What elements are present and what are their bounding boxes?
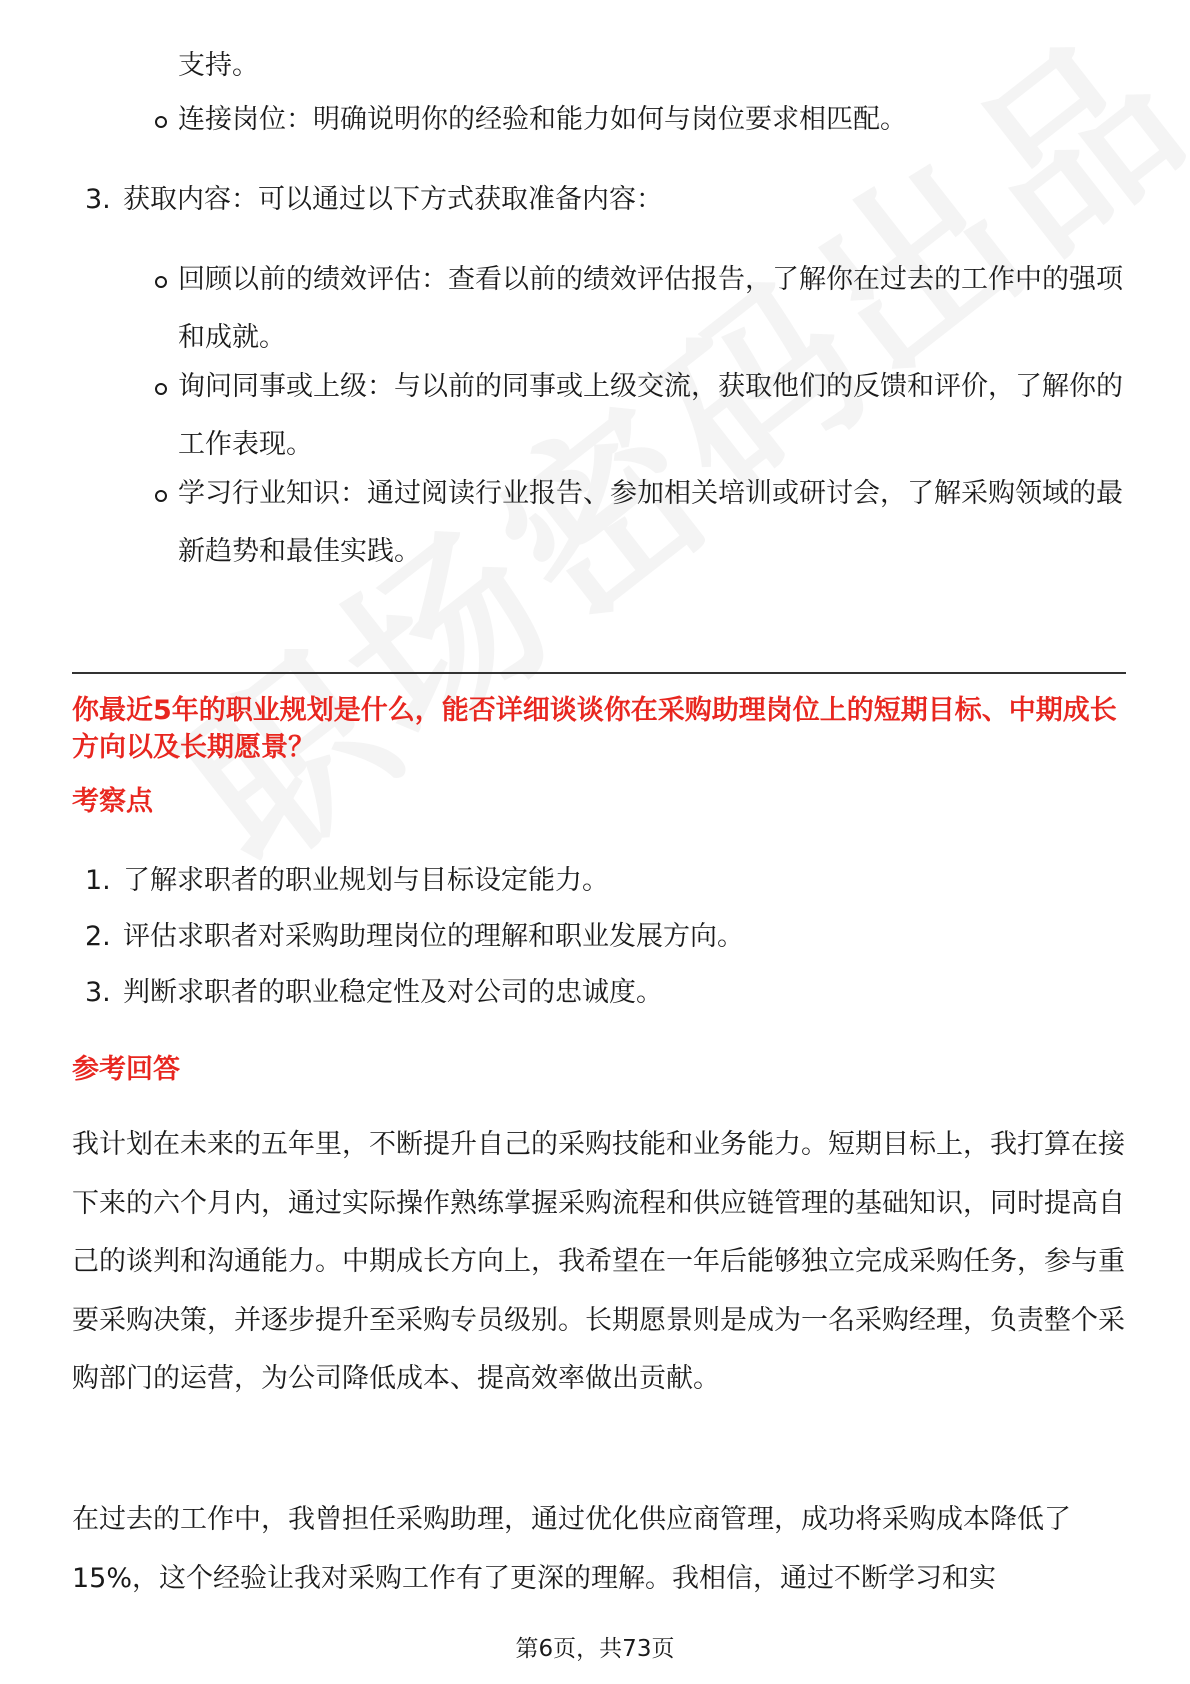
assessment-item [85, 964, 1123, 1022]
assessment-heading: 考察点 [72, 786, 153, 817]
page-number-footer: 第6页，共73页 [515, 1636, 675, 1662]
item-text: 判断求职者的职业稳定性及对公司的忠诚度。 [123, 977, 663, 1008]
item-number: 2. [85, 921, 111, 952]
numbered-item-3 [85, 171, 1123, 229]
item-number: 3. [85, 977, 111, 1008]
bullet-connect-position [178, 91, 1123, 149]
assessment-item [85, 908, 1123, 966]
bullet-text: 连接岗位：明确说明你的经验和能力如何与岗位要求相匹配。 [178, 104, 907, 135]
item-text: 获取内容：可以通过以下方式获取准备内容： [123, 184, 663, 215]
continuation-text: 支持。 [178, 50, 259, 81]
item-text: 了解求职者的职业规划与目标设定能力。 [123, 865, 609, 896]
answer-paragraph-1: 我计划在未来的五年里，不断提升自己的采购技能和业务能力。短期目标上，我打算在接下来的六个月内，通过实际操作熟练掌握采购流程和供应链管理的基础知识，同时提高自己的谈判和沟通能力。中期成长方向上，我希望在一年后能够独立完成采购任务，参与重要采购决策，并逐步提升至采购专员级别。长期愿景则是成为一名采购经理，负责整个采购部门的运营，为公司降低成本、提高效率做出贡献。 [72, 1129, 1125, 1394]
answer-heading: 参考回答 [72, 1054, 180, 1085]
sub-bullet-learn [178, 465, 1123, 581]
assessment-item [85, 852, 1123, 910]
bullet-text: 询问同事或上级：与以前的同事或上级交流，获取他们的反馈和评价，了解你的工作表现。 [178, 371, 1123, 460]
bullet-text: 回顾以前的绩效评估：查看以前的绩效评估报告，了解你在过去的工作中的强项和成就。 [178, 264, 1123, 353]
item-number: 1. [85, 865, 111, 896]
item-text: 评估求职者对采购助理岗位的理解和职业发展方向。 [123, 921, 744, 952]
bullet-text: 学习行业知识：通过阅读行业报告、参加相关培训或研讨会，了解采购领域的最新趋势和最佳实践。 [178, 478, 1123, 567]
sub-bullet-review [178, 251, 1123, 367]
section-divider [72, 672, 1126, 674]
sub-bullet-ask [178, 358, 1123, 474]
question-heading: 你最近5年的职业规划是什么，能否详细谈谈你在采购助理岗位上的短期目标、中期成长方向以及长期愿景？ [72, 695, 1117, 763]
item-number: 3. [85, 184, 111, 215]
answer-paragraph-2: 在过去的工作中，我曾担任采购助理，通过优化供应商管理，成功将采购成本降低了15%，这个经验让我对采购工作有了更深的理解。我相信，通过不断学习和实 [72, 1504, 1071, 1594]
